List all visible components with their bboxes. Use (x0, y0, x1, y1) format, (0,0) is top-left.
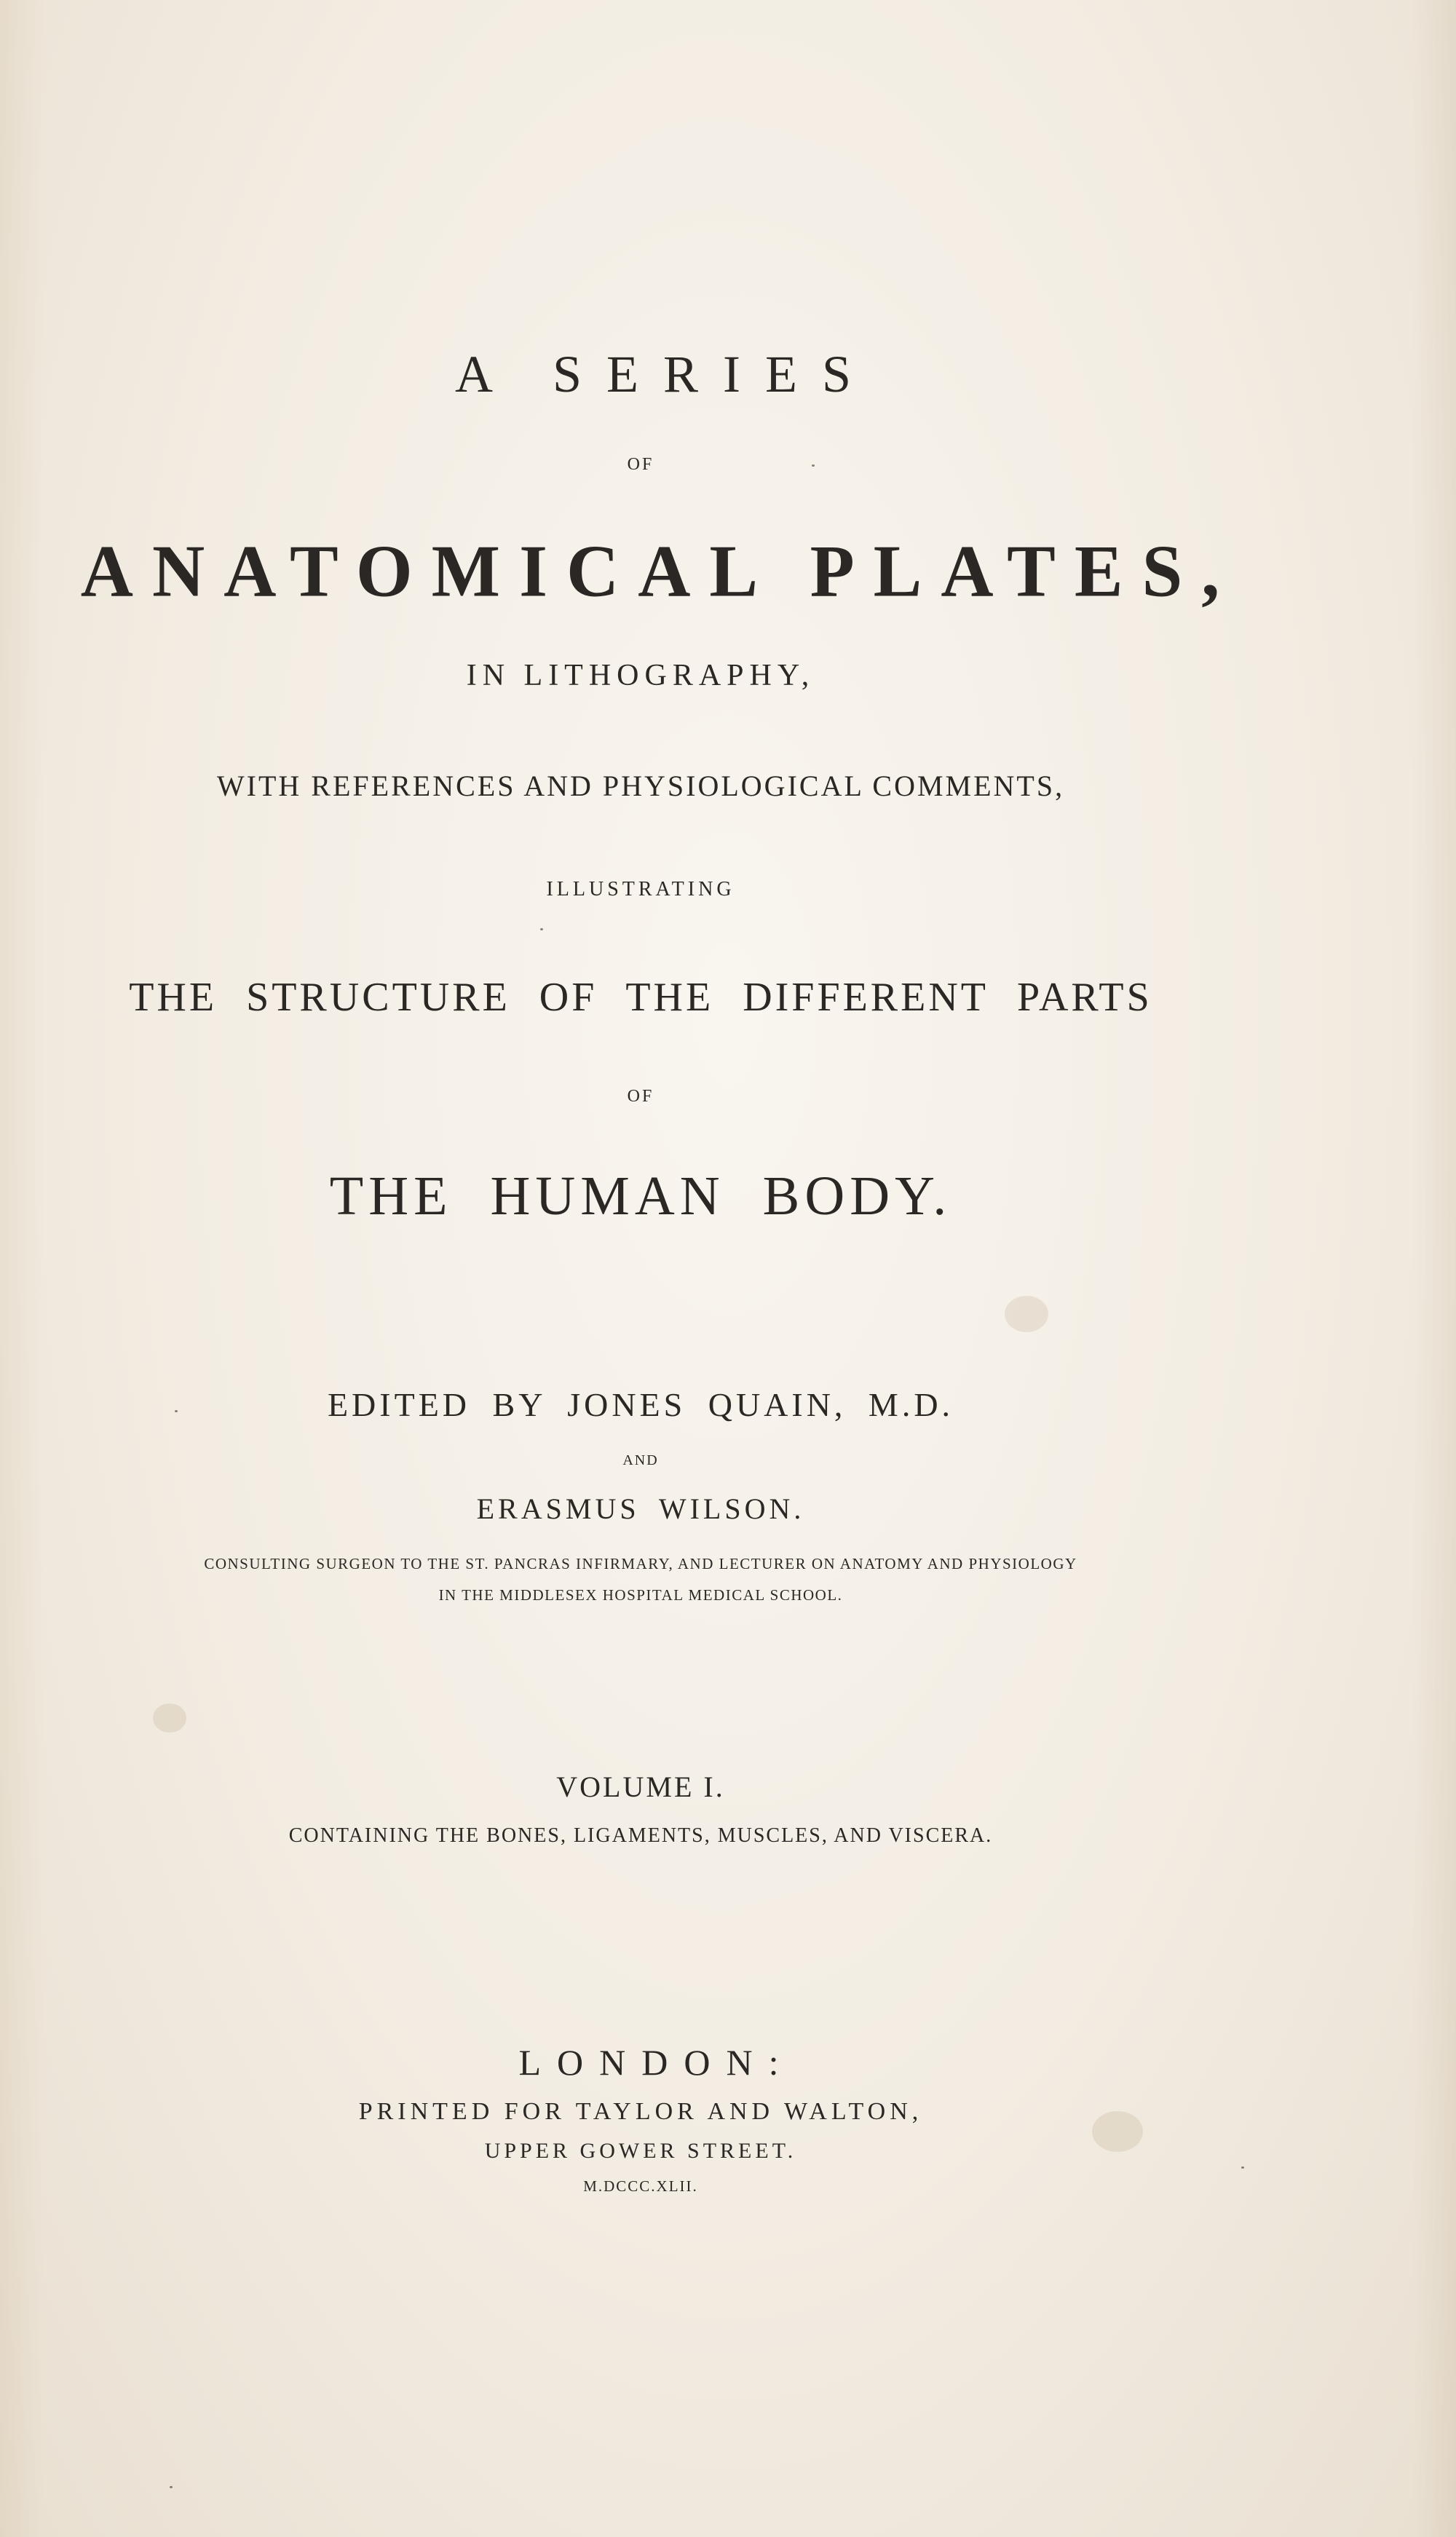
illustrating-line: ILLUSTRATING (546, 878, 735, 901)
imprint-printer: PRINTED FOR TAYLOR AND WALTON, (358, 2098, 923, 2125)
imprint-year: M.DCCC.XLII. (583, 2177, 698, 2195)
credential-line: CONSULTING SURGEON TO THE ST. PANCRAS INFIRMARY, AND LECTURER ON ANATOMY AND PHYSIOLOGY (204, 1555, 1077, 1572)
of-connector: OF (627, 455, 654, 474)
imprint-street: UPPER GOWER STREET. (484, 2139, 797, 2163)
structure-line: THE STRUCTURE OF THE DIFFERENT PARTS (129, 975, 1152, 1020)
second-editor: ERASMUS WILSON. (476, 1492, 805, 1525)
ink-speck (170, 2486, 173, 2488)
imprint-city: LONDON: (518, 2042, 795, 2083)
of-connector: OF (627, 1087, 654, 1106)
foxing-stain (153, 1703, 186, 1733)
credential-line: IN THE MIDDLESEX HOSPITAL MEDICAL SCHOOL. (438, 1586, 843, 1604)
series-heading: A SERIES (454, 345, 877, 403)
and-connector: AND (622, 1452, 659, 1468)
volume-contents: CONTAINING THE BONES, LIGAMENTS, MUSCLES, AND VISCERA. (288, 1824, 993, 1847)
references-line: WITH REFERENCES AND PHYSIOLOGICAL COMMENTS, (216, 769, 1065, 802)
volume-label: VOLUME I. (556, 1770, 725, 1803)
edited-by-line: EDITED BY JONES QUAIN, M.D. (327, 1386, 954, 1423)
ink-speck (540, 928, 543, 930)
main-title: ANATOMICAL PLATES, (80, 529, 1239, 613)
human-body-title: THE HUMAN BODY. (329, 1165, 952, 1227)
foxing-stain (1005, 1296, 1048, 1332)
lithography-line: IN LITHOGRAPHY, (466, 659, 815, 692)
ink-speck (1241, 2166, 1244, 2169)
